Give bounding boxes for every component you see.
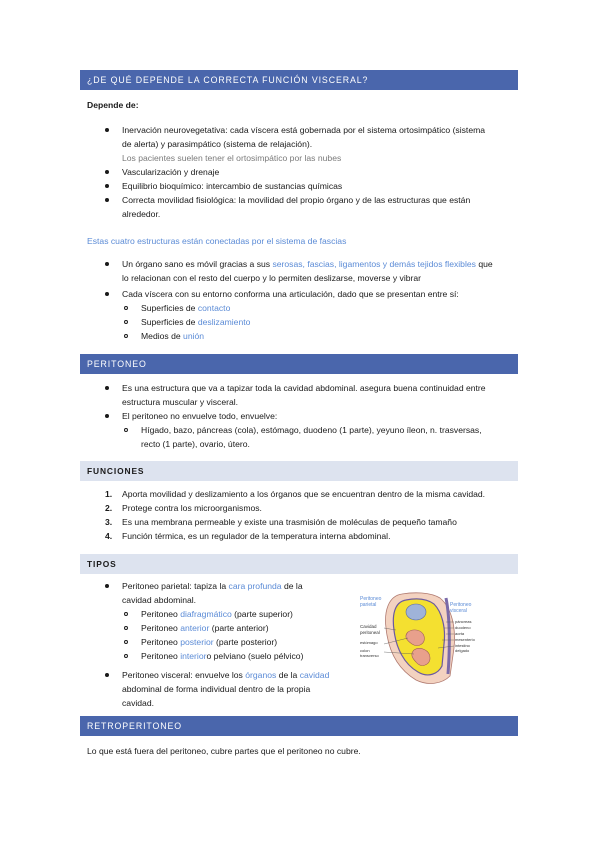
label-visceral-2: visceral (450, 608, 467, 614)
organos-list-line2: recto (1 parte), ovario, útero. (141, 439, 250, 449)
bullet-icon (105, 292, 109, 296)
section-heading-retroperitoneo: RETROPERITONEO (80, 716, 518, 736)
bullet-organo-sano-line1: Un órgano sano es móvil gracias a sus serosas, fascias, ligamentos y demás tejidos flexibles que (122, 259, 493, 269)
section-heading-peritoneo: PERITONEO (80, 354, 518, 374)
bullet-articulacion: Cada víscera con su entorno conforma una articulación, dado que se presentan entre sí: (122, 289, 459, 299)
label-mesenterio: mesenterio (455, 637, 475, 642)
section-heading-funciones: FUNCIONES (80, 461, 518, 481)
bullet-inervacion-line2: de alerta) y parasimpático (sistema de relajación). (122, 139, 313, 149)
bullet-icon (105, 198, 109, 202)
label-intestino-1: intestino (455, 643, 470, 648)
list-number: 2. (105, 503, 113, 513)
retroperitoneo-text: Lo que está fuera del peritoneo, cubre partes que el peritoneo no cubre. (87, 746, 361, 756)
label-visceral-1: Peritoneo (450, 602, 472, 608)
label-aorta: aorta (455, 631, 465, 636)
label-duodeno: duodeno (455, 625, 471, 630)
note-text: Los pacientes suelen tener el ortosimpático por las nubes (122, 153, 342, 163)
bullet-icon (105, 184, 109, 188)
bullet-inervacion-line1: Inervación neurovegetativa: cada víscera está gobernada por el sistema ortosimpático (sistema (122, 125, 486, 135)
sub-bullet-icon (124, 640, 128, 644)
peritoneo-visceral-line3: cavidad. (122, 698, 155, 708)
peritoneo-anterior: Peritoneo anterior (parte anterior) (141, 623, 269, 633)
sub-bullet-icon (124, 306, 128, 310)
lead-text: Depende de: (87, 100, 139, 110)
label-colon-2: transverso (360, 653, 379, 658)
bullet-equilibrio: Equilibrio bioquímico: intercambio de sustancias químicas (122, 181, 343, 191)
funcion-item: Es una membrana permeable y existe una trasmisión de moléculas de pequeño tamaño (122, 517, 457, 527)
peritoneo-visceral-line1: Peritoneo visceral: envuelve los órganos de la cavidad (122, 670, 330, 680)
peritoneo-interior: Peritoneo interioro pelviano (suelo pélvico) (141, 651, 304, 661)
peritoneo-parietal-line1: Peritoneo parietal: tapiza la cara profunda de la (122, 581, 303, 591)
peritoneo-visceral-line2: abdominal de forma individual dentro de la propia (122, 684, 311, 694)
funcion-item: Aporta movilidad y deslizamiento a los órganos que se encuentran dentro de la misma cavidad. (122, 489, 486, 499)
peritoneum-diagram (358, 588, 498, 688)
sub-item-union: Medios de unión (141, 331, 205, 341)
sub-bullet-icon (124, 428, 128, 432)
list-number: 4. (105, 531, 113, 541)
peritoneo-diafragmatico: Peritoneo diafragmático (parte superior) (141, 609, 293, 619)
sub-bullet-icon (124, 626, 128, 630)
sub-item-deslizamiento: Superficies de deslizamiento (141, 317, 251, 327)
bullet-icon (105, 414, 109, 418)
bullet-icon (105, 170, 109, 174)
sub-bullet-icon (124, 612, 128, 616)
peritoneo-parietal-line2: cavidad abdominal. (122, 595, 197, 605)
label-pancreas: páncreas (455, 619, 472, 624)
bullet-icon (105, 673, 109, 677)
funcion-item: Función térmica, es un regulador de la temperatura interna abdominal. (122, 531, 391, 541)
list-number: 1. (105, 489, 113, 499)
bullet-icon (105, 128, 109, 132)
label-intestino-2: delgado (455, 648, 470, 653)
bullet-movilidad-line2: alrededor. (122, 209, 161, 219)
peritoneo-desc-line2: estructura muscular y visceral. (122, 397, 239, 407)
funcion-item: Protege contra los microorganismos. (122, 503, 262, 513)
label-parietal-1: Peritoneo (360, 596, 382, 602)
organos-list-line1: Hígado, bazo, páncreas (cola), estómago, duodeno (1 parte), yeyuno íleon, n. trasversas, (141, 425, 482, 435)
bullet-movilidad-line1: Correcta movilidad fisiológica: la movilidad del propio órgano y de las estructuras que están (122, 195, 471, 205)
peritoneo-desc-line1: Es una estructura que va a tapizar toda la cavidad abdominal. asegura buena continuidad entre (122, 383, 486, 393)
section-heading-funcion-visceral: ¿DE QUÉ DEPENDE LA CORRECTA FUNCIÓN VISCERAL? (80, 70, 518, 90)
list-number: 3. (105, 517, 113, 527)
bullet-icon (105, 386, 109, 390)
label-estomago: estómago (360, 640, 378, 645)
section-heading-tipos: TIPOS (80, 554, 518, 574)
label-colon-1: colon (360, 648, 370, 653)
label-cavidad-1: Cavidad (360, 624, 377, 629)
sub-item-contacto: Superficies de contacto (141, 303, 231, 313)
label-parietal-2: parietal (360, 602, 377, 608)
bullet-icon (105, 262, 109, 266)
sub-bullet-icon (124, 320, 128, 324)
bullet-organo-sano-line2: lo relacionan con el resto del cuerpo y lo permiten deslizarse, moverse y vibrar (122, 273, 422, 283)
peritoneo-envuelve: El peritoneo no envuelve todo, envuelve: (122, 411, 278, 421)
label-cavidad-2: peritoneal (360, 630, 380, 635)
bullet-icon (105, 584, 109, 588)
sub-bullet-icon (124, 654, 128, 658)
peritoneo-posterior: Peritoneo posterior (parte posterior) (141, 637, 278, 647)
bullet-vascularizacion: Vascularización y drenaje (122, 167, 220, 177)
sub-bullet-icon (124, 334, 128, 338)
connected-text: Estas cuatro estructuras están conectadas por el sistema de fascias (87, 236, 347, 246)
